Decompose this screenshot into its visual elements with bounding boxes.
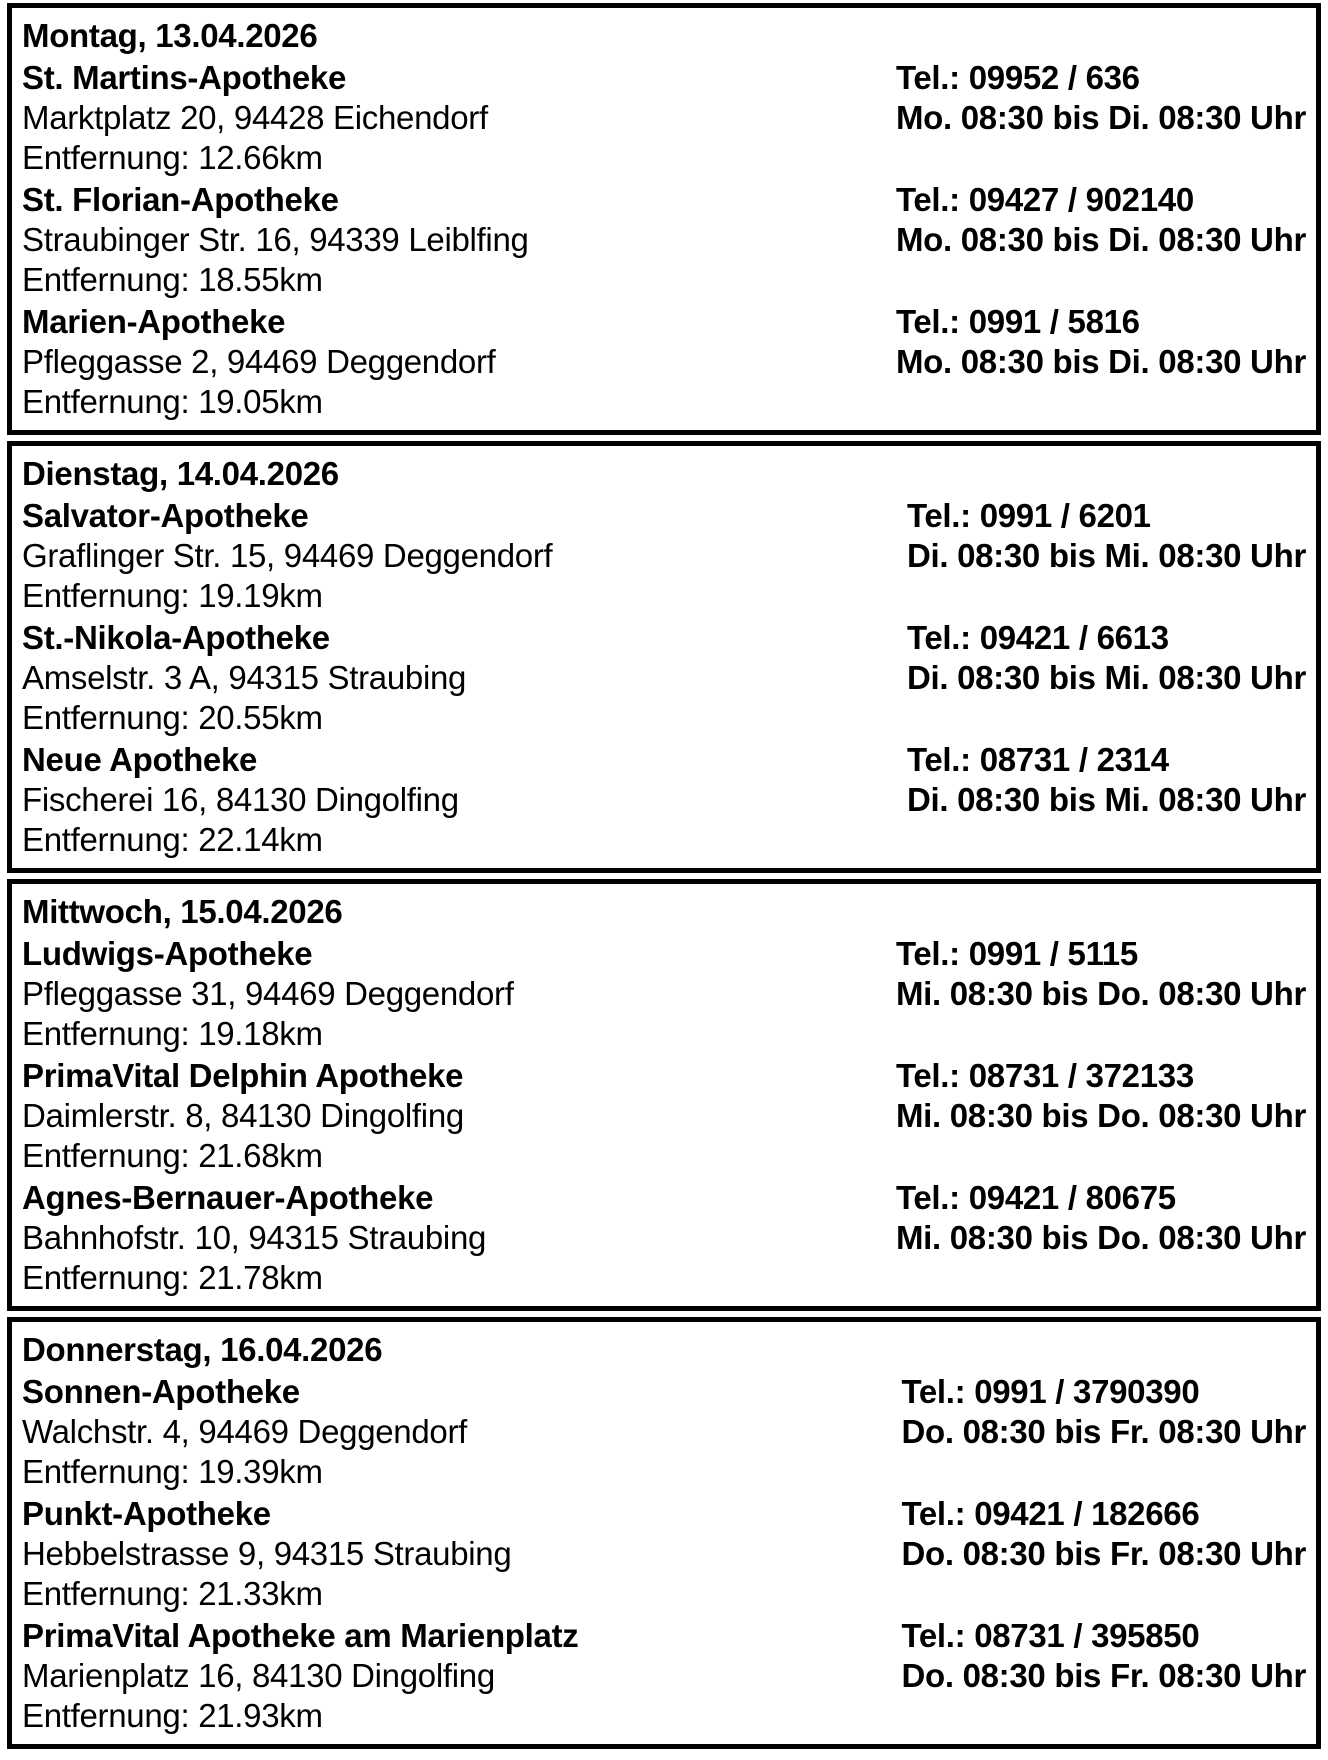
pharmacy-distance: Entfernung: 19.05km [22,383,323,420]
pharmacy-info-right [896,58,1306,138]
pharmacy-info-left [22,1616,578,1736]
pharmacy-address: Pfleggasse 31, 94469 Deggendorf [22,975,514,1012]
pharmacy-duty-hours: Di. 08:30 bis Mi. 08:30 Uhr [906,537,1306,574]
pharmacy-duty-hours: Do. 08:30 bis Fr. 08:30 Uhr [901,1657,1306,1694]
pharmacy-duty-hours: Mo. 08:30 bis Di. 08:30 Uhr [895,99,1306,136]
pharmacy-info-right [896,934,1306,1014]
pharmacy-info-left [22,180,529,300]
pharmacy-name: Salvator-Apotheke [22,497,309,534]
pharmacy-phone: Tel.: 08731 / 2314 [906,741,1169,778]
pharmacy-distance: Entfernung: 19.39km [22,1453,323,1490]
pharmacy-phone: Tel.: 0991 / 5816 [895,303,1140,340]
pharmacy-info-left [22,934,514,1054]
pharmacy-duty-hours: Mo. 08:30 bis Di. 08:30 Uhr [895,343,1306,380]
pharmacy-entry [22,740,1306,860]
day-header: Montag, 13.04.2026 [22,17,318,54]
pharmacy-entry [22,496,1306,616]
pharmacy-name: Sonnen-Apotheke [22,1373,300,1410]
pharmacy-entry [22,934,1306,1054]
pharmacy-name: Ludwigs-Apotheke [22,935,313,972]
pharmacy-name: Neue Apotheke [22,741,258,778]
pharmacy-entry [22,1372,1306,1492]
pharmacy-duty-hours: Do. 08:30 bis Fr. 08:30 Uhr [901,1535,1306,1572]
day-entries [22,934,1306,1298]
day-section [7,441,1321,873]
pharmacy-info-right [907,496,1306,576]
pharmacy-entry [22,1616,1306,1736]
pharmacy-entry [22,1056,1306,1176]
pharmacy-distance: Entfernung: 22.14km [22,821,323,858]
pharmacy-name: St.-Nikola-Apotheke [22,619,330,656]
pharmacy-address: Bahnhofstr. 10, 94315 Straubing [22,1219,487,1256]
pharmacy-info-left [22,58,488,178]
day-header: Dienstag, 14.04.2026 [22,455,339,492]
day-section [7,1317,1321,1749]
pharmacy-duty-hours: Mo. 08:30 bis Di. 08:30 Uhr [895,221,1306,258]
pharmacy-info-left [22,1372,467,1492]
pharmacy-entry [22,302,1306,422]
pharmacy-distance: Entfernung: 19.18km [22,1015,323,1052]
day-header: Mittwoch, 15.04.2026 [22,893,343,930]
pharmacy-distance: Entfernung: 21.33km [22,1575,323,1612]
pharmacy-info-right [896,180,1306,260]
pharmacy-name: PrimaVital Delphin Apotheke [22,1057,464,1094]
day-header: Donnerstag, 16.04.2026 [22,1331,383,1368]
pharmacy-info-left [22,618,466,738]
pharmacy-entry [22,180,1306,300]
pharmacy-name: Marien-Apotheke [22,303,286,340]
pharmacy-info-right [901,1372,1306,1452]
pharmacy-name: St. Florian-Apotheke [22,181,339,218]
pharmacy-distance: Entfernung: 20.55km [22,699,323,736]
pharmacy-entry [22,618,1306,738]
pharmacy-info-right [896,1056,1306,1136]
pharmacy-phone: Tel.: 09421 / 80675 [895,1179,1176,1216]
day-entries [22,58,1306,422]
pharmacy-distance: Entfernung: 21.68km [22,1137,323,1174]
pharmacy-phone: Tel.: 0991 / 5115 [895,935,1138,972]
pharmacy-address: Straubinger Str. 16, 94339 Leiblfing [22,221,529,258]
pharmacy-phone: Tel.: 09427 / 902140 [895,181,1194,218]
pharmacy-name: St. Martins-Apotheke [22,59,347,96]
pharmacy-info-left [22,302,496,422]
pharmacy-name: Agnes-Bernauer-Apotheke [22,1179,434,1216]
pharmacy-info-right [901,1494,1306,1574]
pharmacy-info-left [22,496,552,616]
pharmacy-distance: Entfernung: 21.93km [22,1697,323,1734]
pharmacy-address: Fischerei 16, 84130 Dingolfing [22,781,459,818]
pharmacy-entry [22,58,1306,178]
pharmacy-phone: Tel.: 08731 / 372133 [895,1057,1194,1094]
pharmacy-phone: Tel.: 09421 / 6613 [906,619,1169,656]
pharmacy-info-left [22,1178,486,1298]
pharmacy-address: Walchstr. 4, 94469 Deggendorf [22,1413,468,1450]
pharmacy-info-left [22,740,459,860]
pharmacy-distance: Entfernung: 12.66km [22,139,323,176]
pharmacy-info-right [907,740,1306,820]
pharmacy-phone: Tel.: 0991 / 6201 [906,497,1151,534]
day-section [7,879,1321,1311]
pharmacy-address: Daimlerstr. 8, 84130 Dingolfing [22,1097,464,1134]
pharmacy-info-right [896,302,1306,382]
pharmacy-entry [22,1178,1306,1298]
pharmacy-distance: Entfernung: 21.78km [22,1259,323,1296]
pharmacy-phone: Tel.: 0991 / 3790390 [901,1373,1200,1410]
pharmacy-address: Marktplatz 20, 94428 Eichendorf [22,99,488,136]
pharmacy-duty-hours: Di. 08:30 bis Mi. 08:30 Uhr [906,781,1306,818]
pharmacy-address: Pfleggasse 2, 94469 Deggendorf [22,343,496,380]
pharmacy-address: Hebbelstrasse 9, 94315 Straubing [22,1535,512,1572]
pharmacy-distance: Entfernung: 18.55km [22,261,323,298]
pharmacy-info-right [907,618,1306,698]
pharmacy-duty-hours: Di. 08:30 bis Mi. 08:30 Uhr [906,659,1306,696]
pharmacy-distance: Entfernung: 19.19km [22,577,323,614]
day-entries [22,1372,1306,1736]
pharmacy-entry [22,1494,1306,1614]
pharmacy-address: Amselstr. 3 A, 94315 Straubing [22,659,467,696]
pharmacy-address: Graflinger Str. 15, 94469 Deggendorf [22,537,553,574]
pharmacy-duty-hours: Mi. 08:30 bis Do. 08:30 Uhr [895,975,1306,1012]
pharmacy-phone: Tel.: 08731 / 395850 [901,1617,1200,1654]
pharmacy-phone: Tel.: 09952 / 636 [895,59,1140,96]
pharmacy-info-left [22,1056,464,1176]
pharmacy-info-right [901,1616,1306,1696]
pharmacy-duty-hours: Mi. 08:30 bis Do. 08:30 Uhr [895,1219,1306,1256]
pharmacy-name: Punkt-Apotheke [22,1495,271,1532]
pharmacy-name: PrimaVital Apotheke am Marienplatz [22,1617,579,1654]
day-section [7,3,1321,435]
day-entries [22,496,1306,860]
pharmacy-duty-hours: Mi. 08:30 bis Do. 08:30 Uhr [895,1097,1306,1134]
pharmacy-info-left [22,1494,511,1614]
pharmacy-phone: Tel.: 09421 / 182666 [901,1495,1200,1532]
pharmacy-address: Marienplatz 16, 84130 Dingolfing [22,1657,495,1694]
pharmacy-duty-hours: Do. 08:30 bis Fr. 08:30 Uhr [901,1413,1306,1450]
pharmacy-info-right [896,1178,1306,1258]
